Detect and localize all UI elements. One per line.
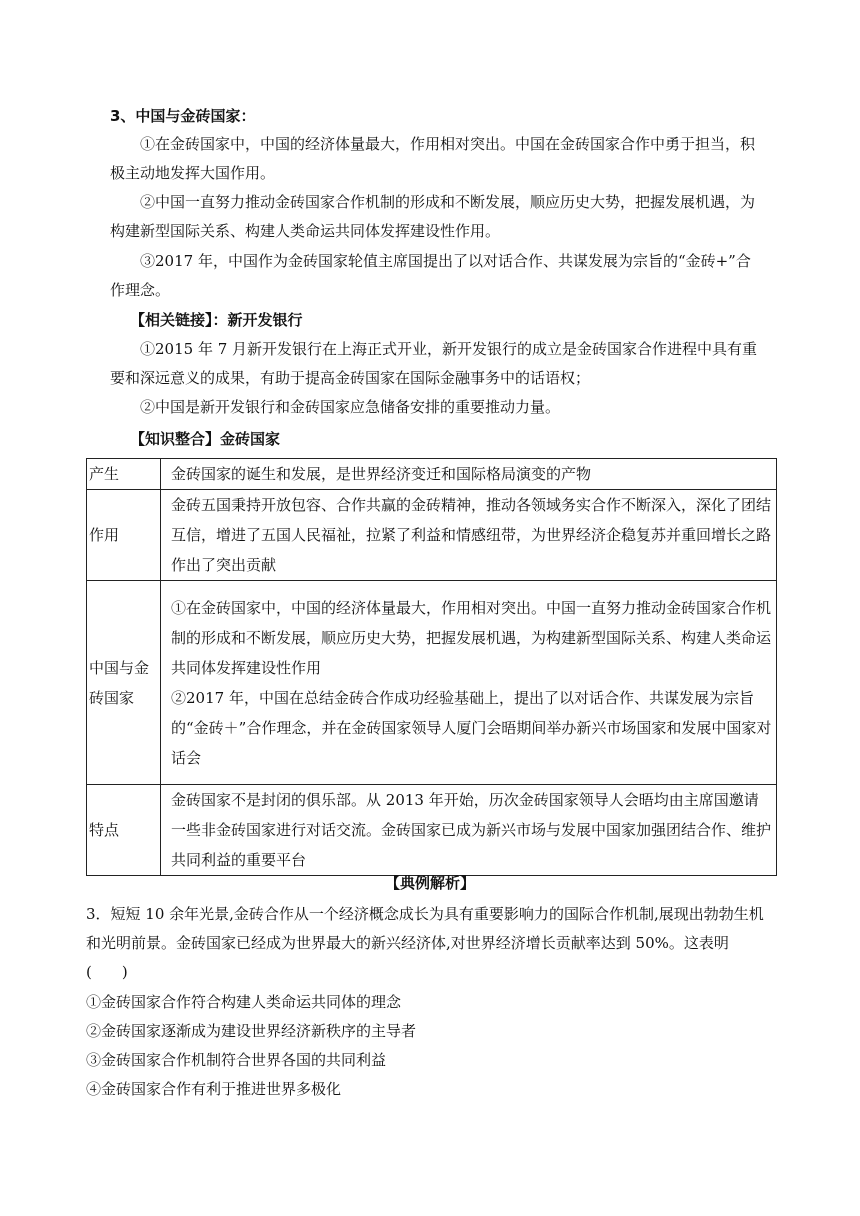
- paragraph: ①2015 年 7 月新开发银行在上海正式开业，新开发银行的成立是金砖国家合作进程中具有重要和深远意义的成果，有助于提高金砖国家在国际金融事务中的话语权；: [110, 340, 758, 387]
- option-item: ③金砖国家合作机制符合世界各国的共同利益: [86, 1051, 387, 1069]
- knowledge-table: [86, 458, 777, 876]
- row-label: 特点: [87, 785, 161, 876]
- example-heading: 【典例解析】: [384, 874, 475, 892]
- question-text: 3．短短 10 余年光景,金砖合作从一个经济概念成长为具有重要影响力的国际合作机制,展现出勃勃生机和光明前景。金砖国家已经成为世界最大的新兴经济体,对世界经济增长贡献率达到 50%。这表明( ): [86, 905, 764, 981]
- row-label: 作用: [87, 490, 161, 581]
- related-link-heading: 【相关链接】：新开发银行: [130, 311, 303, 329]
- table-row: [87, 581, 777, 785]
- paragraph: ②中国一直努力推动金砖国家合作机制的形成和不断发展，顺应历史大势，把握发展机遇，为构建新型国际关系、构建人类命运共同体发挥建设性作用。: [110, 193, 756, 240]
- row-content: 金砖五国秉持开放包容、合作共赢的金砖精神，推动各领域务实合作不断深入，深化了团结互信，增进了五国人民福祉，拉紧了利益和情感纽带，为世界经济企稳复苏并重回增长之路作出了突出贡献: [161, 490, 777, 581]
- row-content: [161, 581, 777, 785]
- row-content: 金砖国家不是封闭的俱乐部。从 2013 年开始，历次金砖国家领导人会晤均由主席国邀请一些非金砖国家进行对话交流。金砖国家已成为新兴市场与发展中国家加强团结合作、维护共同利益的重要平台: [161, 785, 777, 876]
- option-item: ④金砖国家合作有利于推进世界多极化: [86, 1080, 342, 1098]
- row-content-part: ②2017 年，中国在总结金砖合作成功经验基础上，提出了以对话合作、共谋发展为宗旨的“金砖＋”合作理念，并在金砖国家领导人厦门会晤期间举办新兴市场国家和发展中国家对话会: [171, 688, 772, 767]
- paragraph: ③2017 年，中国作为金砖国家轮值主席国提出了以对话合作、共谋发展为宗旨的“金砖+”合作理念。: [110, 252, 751, 299]
- table-row: [87, 490, 777, 581]
- section-heading: 3、中国与金砖国家：: [110, 107, 256, 125]
- row-content: 金砖国家的诞生和发展，是世界经济变迁和国际格局演变的产物: [161, 459, 777, 490]
- table-row: [87, 785, 777, 876]
- row-label: 中国与金砖国家: [87, 581, 161, 785]
- table-row: [87, 459, 777, 490]
- paragraph: ①在金砖国家中，中国的经济体量最大，作用相对突出。中国在金砖国家合作中勇于担当，积极主动地发挥大国作用。: [110, 135, 756, 182]
- row-content-part: ①在金砖国家中，中国的经济体量最大，作用相对突出。中国一直努力推动金砖国家合作机制的形成和不断发展，顺应历史大势，把握发展机遇，为构建新型国际关系、构建人类命运共同体发挥建设性作用: [171, 598, 772, 677]
- paragraph: ②中国是新开发银行和金砖国家应急储备安排的重要推动力量。: [140, 398, 561, 416]
- option-item: ②金砖国家逐渐成为建设世界经济新秩序的主导者: [86, 1022, 417, 1040]
- option-item: ①金砖国家合作符合构建人类命运共同体的理念: [86, 993, 402, 1011]
- knowledge-integration-heading: 【知识整合】金砖国家: [130, 430, 281, 448]
- row-label: 产生: [87, 459, 161, 490]
